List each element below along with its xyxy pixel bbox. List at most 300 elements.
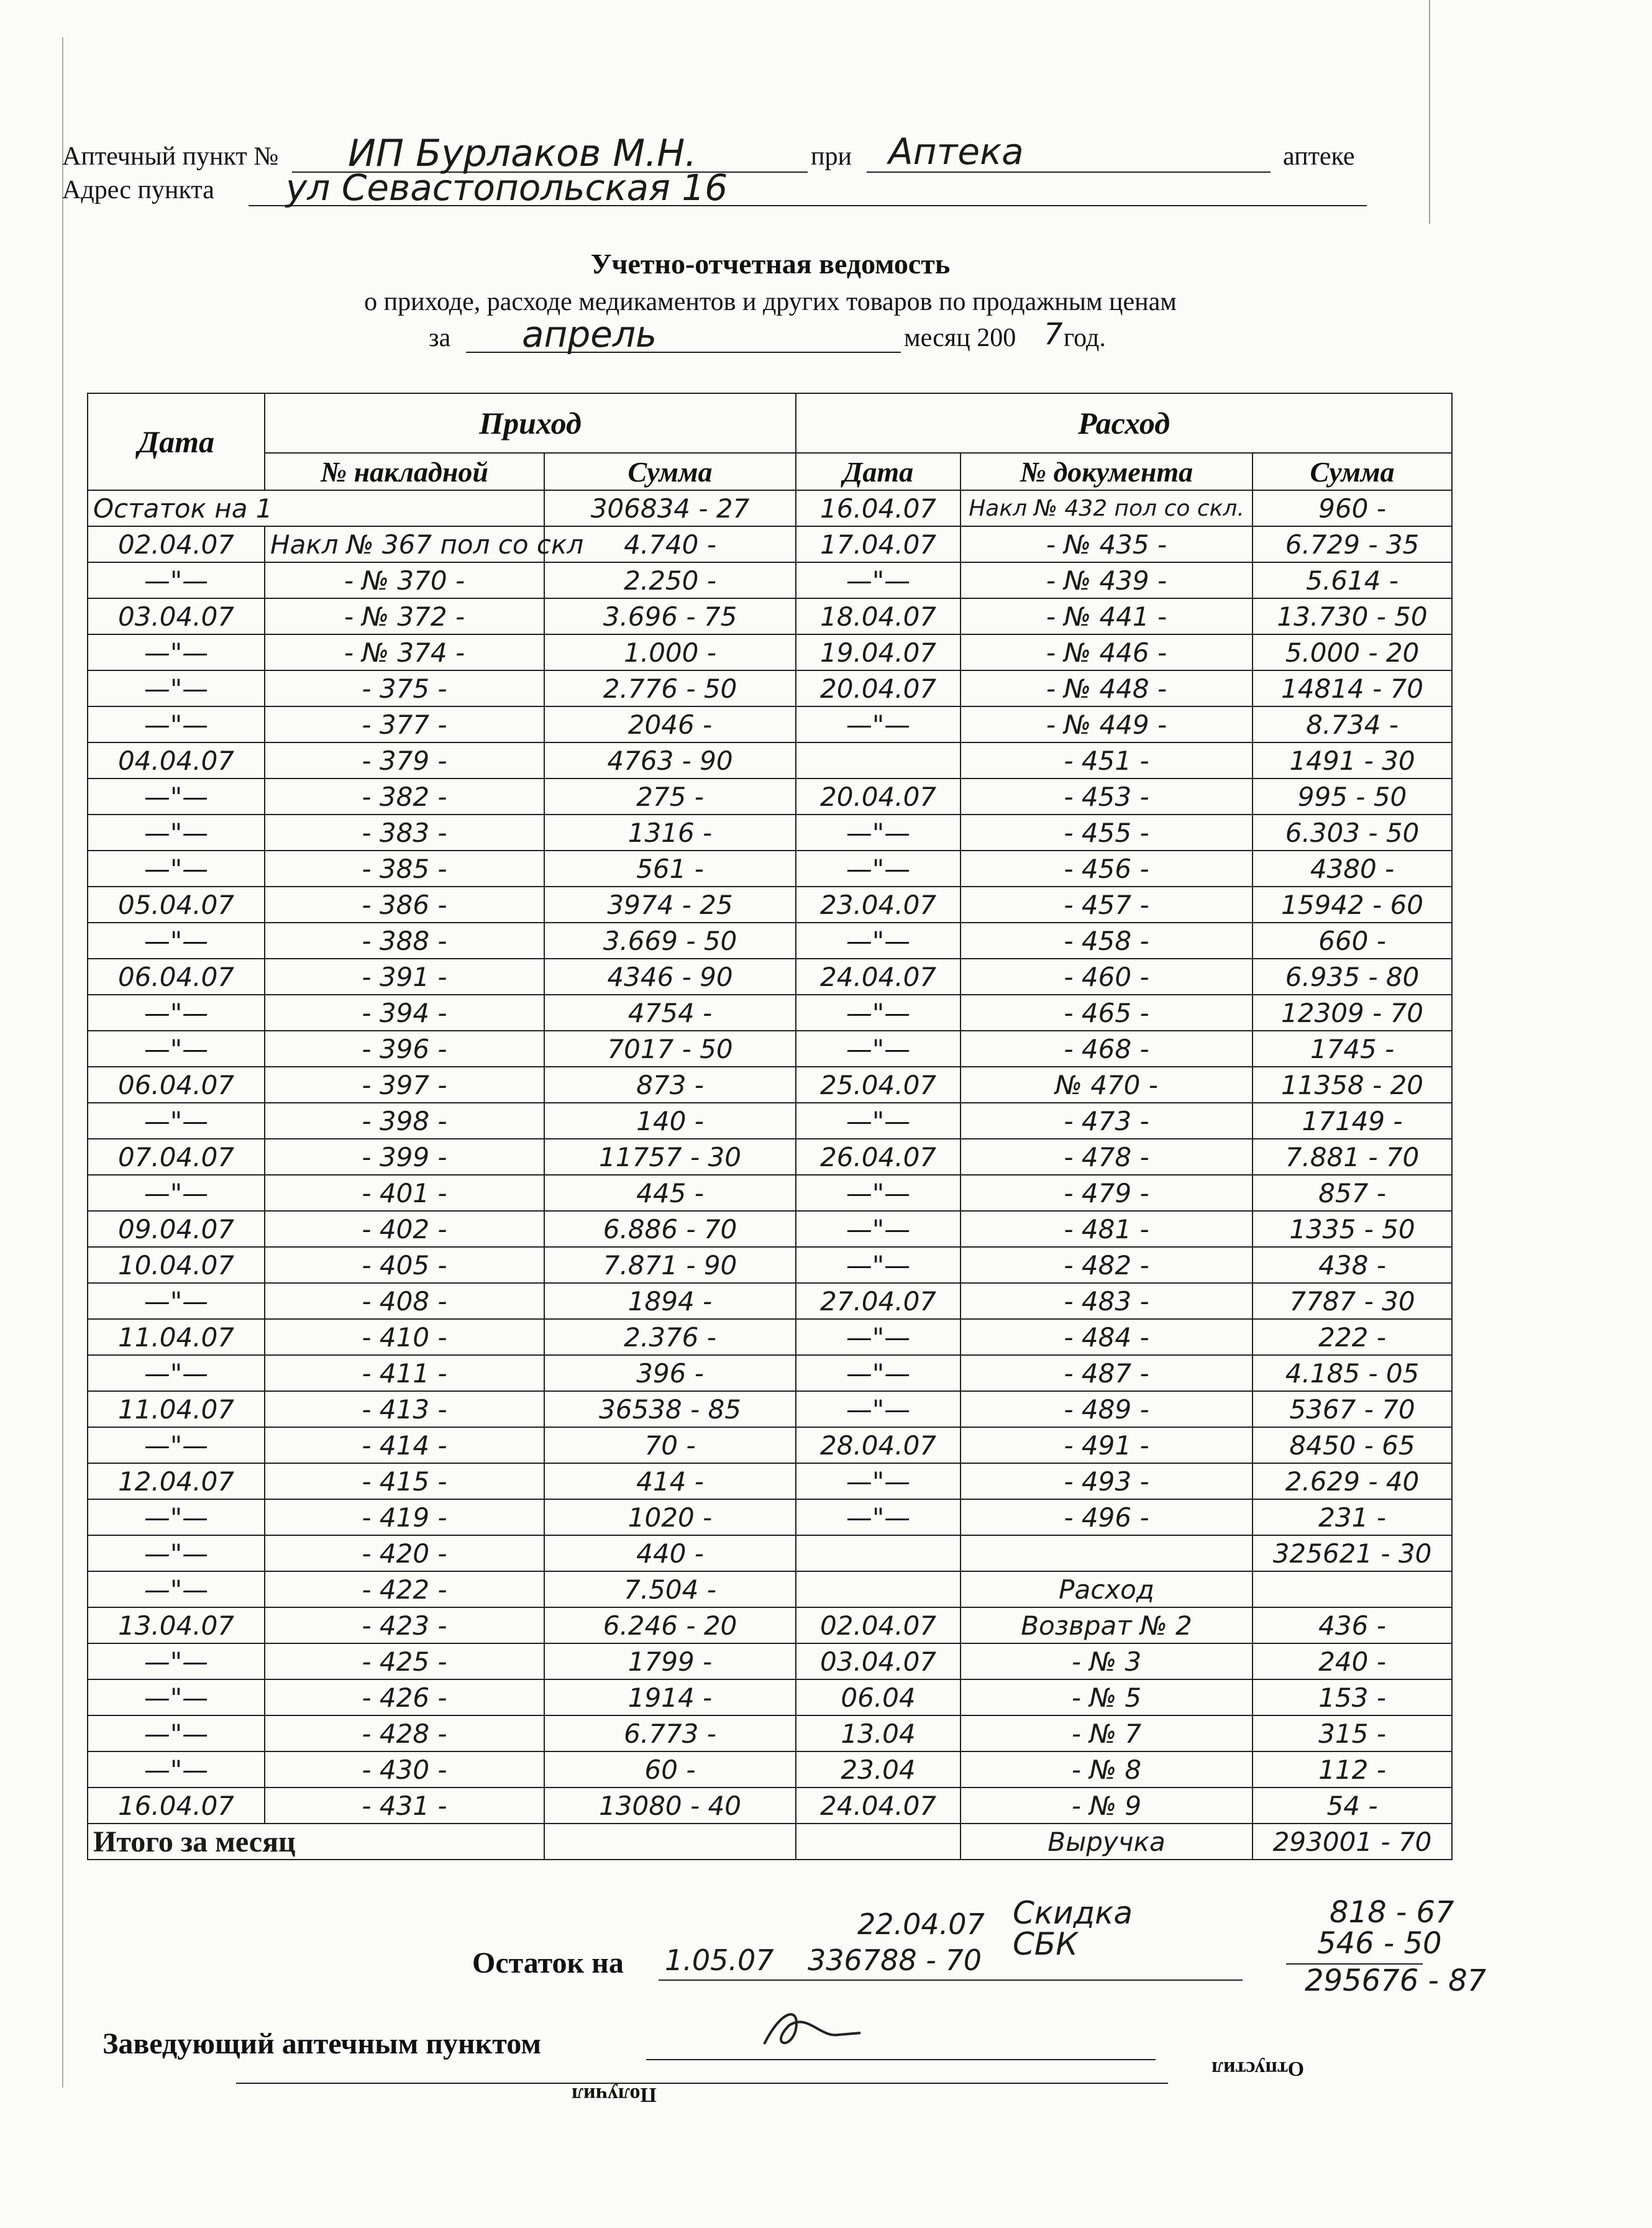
col-exp-sum-header: Сумма xyxy=(1253,453,1452,490)
table-row xyxy=(88,1499,1452,1535)
table-row xyxy=(88,851,1452,887)
row-sum: 4754 - xyxy=(544,995,796,1031)
row-invoice: - 408 - xyxy=(265,1283,544,1319)
balance-exp-sum: 960 - xyxy=(1253,490,1452,526)
balance-underline xyxy=(659,1979,1243,1981)
income-group-header: Приход xyxy=(265,393,796,453)
row-invoice: - 405 - xyxy=(265,1247,544,1283)
table-row xyxy=(88,1787,1452,1824)
row-date: 06.04.07 xyxy=(88,1067,265,1103)
row-invoice: - 375 - xyxy=(265,670,544,706)
row-exp-date: 23.04 xyxy=(796,1751,961,1787)
table-row xyxy=(88,1175,1452,1211)
row-date: —"— xyxy=(88,1355,265,1391)
row-doc: Возврат № 2 xyxy=(961,1607,1253,1643)
row-sum: 4763 - 90 xyxy=(544,742,796,778)
document-subtitle: о приходе, расходе медикаментов и других товаров по продажным ценам xyxy=(364,288,1177,316)
row-date: 06.04.07 xyxy=(88,959,265,995)
row-invoice: - 414 - xyxy=(265,1427,544,1463)
row-exp-sum: 7.881 - 70 xyxy=(1253,1139,1452,1175)
table-row xyxy=(88,1247,1452,1283)
table-row xyxy=(88,1643,1452,1679)
row-sum: 11757 - 30 xyxy=(544,1139,796,1175)
row-doc: - № 8 xyxy=(961,1751,1253,1787)
row-doc: - № 446 - xyxy=(961,634,1253,670)
row-exp-date: —"— xyxy=(796,1391,961,1427)
row-sum: 414 - xyxy=(544,1463,796,1499)
row-date: —"— xyxy=(88,670,265,706)
row-exp-date: 28.04.07 xyxy=(796,1427,961,1463)
row-doc: - № 7 xyxy=(961,1715,1253,1751)
row-exp-date: —"— xyxy=(796,706,961,742)
row-exp-date: 13.04 xyxy=(796,1715,961,1751)
table-row xyxy=(88,1427,1452,1463)
row-exp-sum: 153 - xyxy=(1253,1679,1452,1715)
row-date: —"— xyxy=(88,1283,265,1319)
row-sum: 3974 - 25 xyxy=(544,887,796,923)
col-exp-date-header: Дата xyxy=(796,453,961,490)
row-invoice: - 422 - xyxy=(265,1571,544,1607)
row-exp-date: —"— xyxy=(796,851,961,887)
scan-edge xyxy=(1429,0,1430,224)
pharmacy-suffix: аптеке xyxy=(1283,142,1355,171)
table-row xyxy=(88,1067,1452,1103)
row-sum: 6.246 - 20 xyxy=(544,1607,796,1643)
ledger-table xyxy=(87,393,1453,1860)
row-invoice: - 383 - xyxy=(265,815,544,851)
row-sum: 60 - xyxy=(544,1751,796,1787)
row-invoice: - 385 - xyxy=(265,851,544,887)
balance-exp-doc: Накл № 432 пол со скл. xyxy=(961,490,1253,526)
row-sum: 1894 - xyxy=(544,1283,796,1319)
row-invoice: - 391 - xyxy=(265,959,544,995)
row-doc xyxy=(961,1535,1253,1571)
row-invoice: - № 374 - xyxy=(265,634,544,670)
row-invoice: - № 372 - xyxy=(265,598,544,634)
row-exp-date: —"— xyxy=(796,995,961,1031)
row-invoice: - 431 - xyxy=(265,1787,544,1824)
month-end-balance-date: 1.05.07 xyxy=(665,1943,774,1977)
row-sum: 3.669 - 50 xyxy=(544,923,796,959)
row-exp-date: —"— xyxy=(796,1463,961,1499)
row-doc: - 456 - xyxy=(961,851,1253,887)
table-row xyxy=(88,1715,1452,1751)
row-doc: - № 449 - xyxy=(961,706,1253,742)
row-date: —"— xyxy=(88,1175,265,1211)
row-exp-sum: 5.000 - 20 xyxy=(1253,634,1452,670)
row-sum: 70 - xyxy=(544,1427,796,1463)
table-row xyxy=(88,1535,1452,1571)
row-exp-date: 26.04.07 xyxy=(796,1139,961,1175)
row-exp-sum: 4.185 - 05 xyxy=(1253,1355,1452,1391)
row-exp-sum: 15942 - 60 xyxy=(1253,887,1452,923)
row-sum: 275 - xyxy=(544,778,796,815)
row-invoice: - 399 - xyxy=(265,1139,544,1175)
row-exp-date: —"— xyxy=(796,562,961,598)
expense-group-header: Расход xyxy=(796,393,1452,453)
month-value: апрель xyxy=(522,313,657,355)
head-signature-underline xyxy=(646,2059,1156,2060)
row-exp-date: —"— xyxy=(796,1247,961,1283)
table-row xyxy=(88,1391,1452,1427)
row-exp-sum: 660 - xyxy=(1253,923,1452,959)
row-exp-date: 24.04.07 xyxy=(796,1787,961,1824)
side-value-sbk: 546 - 50 xyxy=(1317,1926,1442,1961)
row-exp-sum: 857 - xyxy=(1253,1175,1452,1211)
row-date: —"— xyxy=(88,706,265,742)
row-invoice: - 402 - xyxy=(265,1211,544,1247)
row-exp-sum: 1491 - 30 xyxy=(1253,742,1452,778)
row-date: 04.04.07 xyxy=(88,742,265,778)
row-exp-date: 18.04.07 xyxy=(796,598,961,634)
row-exp-date: —"— xyxy=(796,815,961,851)
row-date: —"— xyxy=(88,634,265,670)
row-sum: 4.740 - xyxy=(544,526,796,562)
table-row xyxy=(88,1031,1452,1067)
row-date: 02.04.07 xyxy=(88,526,265,562)
row-date: —"— xyxy=(88,1427,265,1463)
row-date: —"— xyxy=(88,1679,265,1715)
row-invoice: - 420 - xyxy=(265,1535,544,1571)
row-doc: - 496 - xyxy=(961,1499,1253,1535)
row-invoice: - 430 - xyxy=(265,1751,544,1787)
col-sum-header: Сумма xyxy=(544,453,796,490)
table-row xyxy=(88,887,1452,923)
row-doc: - 468 - xyxy=(961,1031,1253,1067)
row-doc: - 489 - xyxy=(961,1391,1253,1427)
row-doc: - № 9 xyxy=(961,1787,1253,1824)
row-invoice: - 396 - xyxy=(265,1031,544,1067)
col-doc-header: № документа xyxy=(961,453,1253,490)
row-sum: 6.773 - xyxy=(544,1715,796,1751)
row-exp-sum: 6.729 - 35 xyxy=(1253,526,1452,562)
table-row xyxy=(88,1679,1452,1715)
row-invoice: - № 370 - xyxy=(265,562,544,598)
table-row xyxy=(88,1211,1452,1247)
side-note-sbk: СБК xyxy=(1013,1926,1078,1962)
month-end-balance-value: 336788 - 70 xyxy=(808,1943,982,1977)
table-row xyxy=(88,1103,1452,1139)
row-date: —"— xyxy=(88,1499,265,1535)
row-invoice: - 425 - xyxy=(265,1643,544,1679)
row-exp-sum: 6.935 - 80 xyxy=(1253,959,1452,995)
row-sum: 4346 - 90 xyxy=(544,959,796,995)
row-date: —"— xyxy=(88,995,265,1031)
row-date: 13.04.07 xyxy=(88,1607,265,1643)
row-doc: - № 441 - xyxy=(961,598,1253,634)
row-exp-sum: 11358 - 20 xyxy=(1253,1067,1452,1103)
table-row xyxy=(88,1283,1452,1319)
row-sum: 6.886 - 70 xyxy=(544,1211,796,1247)
row-date: —"— xyxy=(88,923,265,959)
row-exp-date: —"— xyxy=(796,1103,961,1139)
row-exp-sum: 8.734 - xyxy=(1253,706,1452,742)
row-doc: - 455 - xyxy=(961,815,1253,851)
balance-exp-date: 16.04.07 xyxy=(796,490,961,526)
row-doc: - 487 - xyxy=(961,1355,1253,1391)
row-sum: 396 - xyxy=(544,1355,796,1391)
row-exp-sum: 12309 - 70 xyxy=(1253,995,1452,1031)
row-invoice: - 428 - xyxy=(265,1715,544,1751)
row-doc: - № 435 - xyxy=(961,526,1253,562)
row-exp-date: 19.04.07 xyxy=(796,634,961,670)
row-sum: 7.871 - 90 xyxy=(544,1247,796,1283)
row-date: —"— xyxy=(88,1715,265,1751)
table-row xyxy=(88,526,1452,562)
row-sum: 1914 - xyxy=(544,1679,796,1715)
row-sum: 445 - xyxy=(544,1175,796,1211)
row-exp-sum: 4380 - xyxy=(1253,851,1452,887)
row-invoice: - 398 - xyxy=(265,1103,544,1139)
row-date: 16.04.07 xyxy=(88,1787,265,1824)
row-exp-date xyxy=(796,1535,961,1571)
row-doc: - 465 - xyxy=(961,995,1253,1031)
row-invoice: - 426 - xyxy=(265,1679,544,1715)
footer-underline xyxy=(236,2083,1168,2084)
row-date: 03.04.07 xyxy=(88,598,265,634)
row-doc: - 451 - xyxy=(961,742,1253,778)
row-exp-sum: 13.730 - 50 xyxy=(1253,598,1452,634)
total-label: Итого за месяц xyxy=(88,1824,544,1860)
row-sum: 2.376 - xyxy=(544,1319,796,1355)
received-label: Получил xyxy=(572,2083,657,2106)
row-invoice: - 410 - xyxy=(265,1319,544,1355)
row-sum: 1.000 - xyxy=(544,634,796,670)
row-date: —"— xyxy=(88,1103,265,1139)
row-sum: 3.696 - 75 xyxy=(544,598,796,634)
row-sum: 873 - xyxy=(544,1067,796,1103)
row-sum: 2046 - xyxy=(544,706,796,742)
row-exp-date: 24.04.07 xyxy=(796,959,961,995)
row-sum: 1316 - xyxy=(544,815,796,851)
row-exp-sum: 14814 - 70 xyxy=(1253,670,1452,706)
year-digit: 7 xyxy=(1044,317,1063,352)
row-date: 12.04.07 xyxy=(88,1463,265,1499)
row-exp-date: 20.04.07 xyxy=(796,670,961,706)
scan-edge xyxy=(62,37,63,2088)
row-date: —"— xyxy=(88,562,265,598)
row-doc: - 493 - xyxy=(961,1463,1253,1499)
signature-mark xyxy=(746,2001,870,2057)
month-label: месяц 200 xyxy=(904,324,1016,352)
table-row xyxy=(88,634,1452,670)
table-row xyxy=(88,1355,1452,1391)
row-exp-sum: 2.629 - 40 xyxy=(1253,1463,1452,1499)
document-title: Учетно-отчетная ведомость xyxy=(590,248,951,280)
table-row xyxy=(88,670,1452,706)
row-exp-date xyxy=(796,1571,961,1607)
row-date: 11.04.07 xyxy=(88,1319,265,1355)
row-exp-sum: 325621 - 30 xyxy=(1253,1535,1452,1571)
row-exp-sum: 315 - xyxy=(1253,1715,1452,1751)
row-invoice: - 397 - xyxy=(265,1067,544,1103)
total-sum: 293001 - 70 xyxy=(1253,1824,1452,1860)
month-end-balance-label: Остаток на xyxy=(472,1947,624,1979)
row-exp-date: 02.04.07 xyxy=(796,1607,961,1643)
row-exp-sum: 6.303 - 50 xyxy=(1253,815,1452,851)
row-exp-sum: 1335 - 50 xyxy=(1253,1211,1452,1247)
row-doc: - № 448 - xyxy=(961,670,1253,706)
row-exp-sum xyxy=(1253,1571,1452,1607)
row-date: —"— xyxy=(88,1751,265,1787)
table-row xyxy=(88,1139,1452,1175)
pri-label: при xyxy=(811,142,852,171)
row-invoice: - 377 - xyxy=(265,706,544,742)
point-value: ИП Бурлаков М.Н. xyxy=(348,132,697,175)
row-exp-date: —"— xyxy=(796,1211,961,1247)
point-label: Аптечный пункт № xyxy=(62,142,279,171)
row-sum: 561 - xyxy=(544,851,796,887)
side-value-result: 295676 - 87 xyxy=(1305,1963,1487,1998)
table-row xyxy=(88,815,1452,851)
row-sum: 2.776 - 50 xyxy=(544,670,796,706)
total-doc: Выручка xyxy=(961,1824,1253,1860)
total-exp-date xyxy=(796,1824,961,1860)
period-za-label: за xyxy=(429,324,451,352)
row-doc: - 478 - xyxy=(961,1139,1253,1175)
address-label: Адрес пункта xyxy=(62,176,214,204)
row-date: —"— xyxy=(88,1031,265,1067)
row-exp-sum: 995 - 50 xyxy=(1253,778,1452,815)
row-exp-sum: 7787 - 30 xyxy=(1253,1283,1452,1319)
table-row xyxy=(88,959,1452,995)
row-doc: - 460 - xyxy=(961,959,1253,995)
released-label: Отпустил xyxy=(1212,2057,1305,2080)
row-exp-sum: 5.614 - xyxy=(1253,562,1452,598)
row-doc: - 453 - xyxy=(961,778,1253,815)
row-sum: 36538 - 85 xyxy=(544,1391,796,1427)
row-doc: - 481 - xyxy=(961,1211,1253,1247)
row-invoice: - 423 - xyxy=(265,1607,544,1643)
total-income-sum xyxy=(544,1824,796,1860)
row-exp-sum: 112 - xyxy=(1253,1751,1452,1787)
row-date: —"— xyxy=(88,1571,265,1607)
row-invoice: - 388 - xyxy=(265,923,544,959)
row-date: 10.04.07 xyxy=(88,1247,265,1283)
col-date-header: Дата xyxy=(88,393,265,490)
row-exp-date: 06.04 xyxy=(796,1679,961,1715)
row-invoice: Накл № 367 пол со скл xyxy=(265,526,544,562)
row-exp-sum: 231 - xyxy=(1253,1499,1452,1535)
row-sum: 440 - xyxy=(544,1535,796,1571)
row-doc: - 483 - xyxy=(961,1283,1253,1319)
row-doc: - 484 - xyxy=(961,1319,1253,1355)
head-label: Заведующий аптечным пунктом xyxy=(103,2027,542,2060)
row-exp-date: —"— xyxy=(796,1175,961,1211)
side-value-discount: 818 - 67 xyxy=(1330,1895,1454,1930)
row-date: 11.04.07 xyxy=(88,1391,265,1427)
row-exp-date xyxy=(796,742,961,778)
row-sum: 1020 - xyxy=(544,1499,796,1535)
row-sum: 7.504 - xyxy=(544,1571,796,1607)
table-row xyxy=(88,1319,1452,1355)
row-doc: - 479 - xyxy=(961,1175,1253,1211)
row-invoice: - 382 - xyxy=(265,778,544,815)
row-exp-sum: 438 - xyxy=(1253,1247,1452,1283)
row-exp-date: —"— xyxy=(796,1031,961,1067)
row-exp-date: 17.04.07 xyxy=(796,526,961,562)
row-doc: - 458 - xyxy=(961,923,1253,959)
row-invoice: - 411 - xyxy=(265,1355,544,1391)
row-exp-sum: 17149 - xyxy=(1253,1103,1452,1139)
row-exp-sum: 5367 - 70 xyxy=(1253,1391,1452,1427)
row-exp-sum: 222 - xyxy=(1253,1319,1452,1355)
row-doc: - № 5 xyxy=(961,1679,1253,1715)
row-date: —"— xyxy=(88,1643,265,1679)
row-doc: Расход xyxy=(961,1571,1253,1607)
table-row xyxy=(88,1607,1452,1643)
row-exp-date: 25.04.07 xyxy=(796,1067,961,1103)
row-invoice: - 379 - xyxy=(265,742,544,778)
row-exp-sum: 8450 - 65 xyxy=(1253,1427,1452,1463)
row-exp-sum: 54 - xyxy=(1253,1787,1452,1824)
date-note: 22.04.07 xyxy=(857,1907,985,1941)
row-invoice: - 413 - xyxy=(265,1391,544,1427)
row-date: 09.04.07 xyxy=(88,1211,265,1247)
row-doc: № 470 - xyxy=(961,1067,1253,1103)
row-sum: 2.250 - xyxy=(544,562,796,598)
row-doc: - № 3 xyxy=(961,1643,1253,1679)
row-exp-date: 23.04.07 xyxy=(796,887,961,923)
row-exp-date: 20.04.07 xyxy=(796,778,961,815)
table-row xyxy=(88,1463,1452,1499)
row-date: —"— xyxy=(88,851,265,887)
pharmacy-value: Аптека xyxy=(888,130,1024,173)
row-exp-date: 03.04.07 xyxy=(796,1643,961,1679)
table-row xyxy=(88,742,1452,778)
row-invoice: - 386 - xyxy=(265,887,544,923)
row-exp-sum: 436 - xyxy=(1253,1607,1452,1643)
row-exp-date: —"— xyxy=(796,923,961,959)
address-value: ул Севастопольская 16 xyxy=(286,167,728,209)
table-row xyxy=(88,778,1452,815)
side-note-discount: Скидка xyxy=(1013,1895,1133,1931)
row-invoice: - 394 - xyxy=(265,995,544,1031)
balance-sum: 306834 - 27 xyxy=(544,490,796,526)
row-exp-date: —"— xyxy=(796,1499,961,1535)
row-invoice: - 401 - xyxy=(265,1175,544,1211)
row-sum: 13080 - 40 xyxy=(544,1787,796,1824)
row-date: 07.04.07 xyxy=(88,1139,265,1175)
row-sum: 140 - xyxy=(544,1103,796,1139)
row-date: —"— xyxy=(88,815,265,851)
row-date: —"— xyxy=(88,778,265,815)
row-doc: - 457 - xyxy=(961,887,1253,923)
table-row xyxy=(88,923,1452,959)
row-sum: 1799 - xyxy=(544,1643,796,1679)
row-invoice: - 415 - xyxy=(265,1463,544,1499)
row-date: —"— xyxy=(88,1535,265,1571)
row-exp-date: 27.04.07 xyxy=(796,1283,961,1319)
row-doc: - 482 - xyxy=(961,1247,1253,1283)
row-date: 05.04.07 xyxy=(88,887,265,923)
row-exp-date: —"— xyxy=(796,1355,961,1391)
balance-row xyxy=(88,490,1452,526)
table-row xyxy=(88,598,1452,634)
row-exp-sum: 240 - xyxy=(1253,1643,1452,1679)
row-exp-date: —"— xyxy=(796,1319,961,1355)
col-invoice-header: № накладной xyxy=(265,453,544,490)
year-suffix: год. xyxy=(1064,324,1106,352)
balance-label: Остаток на 1 xyxy=(88,490,544,526)
row-sum: 7017 - 50 xyxy=(544,1031,796,1067)
table-row xyxy=(88,1751,1452,1787)
total-row xyxy=(88,1824,1452,1860)
row-doc: - № 439 - xyxy=(961,562,1253,598)
table-row xyxy=(88,995,1452,1031)
table-row xyxy=(88,706,1452,742)
row-invoice: - 419 - xyxy=(265,1499,544,1535)
